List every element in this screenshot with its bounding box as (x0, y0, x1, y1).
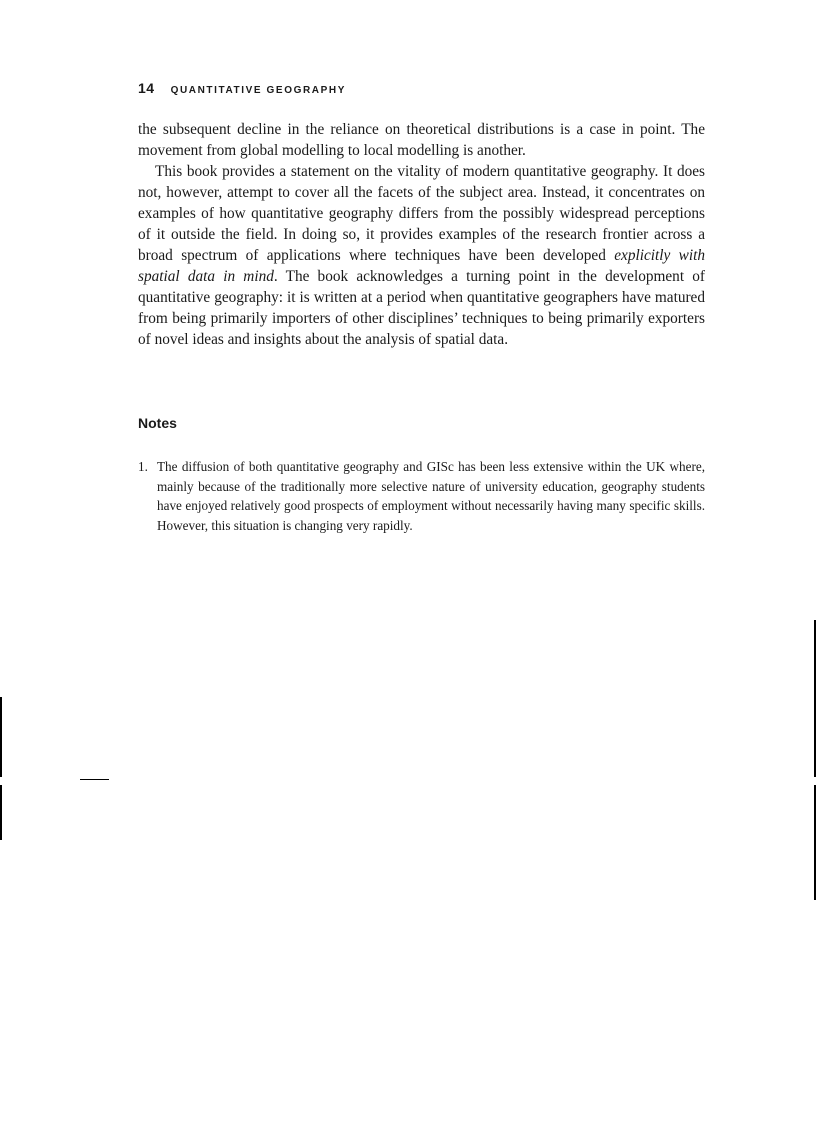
page-number: 14 (138, 80, 155, 96)
paragraph-1: the subsequent decline in the reliance on theoretical distributions is a case in point. The movement from global modelling to local modelling is another. (138, 121, 705, 159)
paragraph-2-text-end: . The book acknowledges a turning point in the development of quantitative geography: it is written at a period when quantitative geographers have matured from being primarily importers of other disciplines’ techniques to being primarily exporters of novel ideas and insights about the analysis of spatial data. (138, 268, 705, 348)
note-text: The diffusion of both quantitative geography and GISc has been less extensive within the UK where, mainly because of the traditionally more selective nature of university education, geography students have enjoyed relatively good prospects of employment without necessarily having many specific skills. However, this situation is changing very rapidly. (157, 459, 705, 533)
note-number: 1. (138, 459, 148, 474)
paragraph-2-text-start: This book provides a statement on the vitality of modern quantitative geography. It does not, however, attempt to cover all the facets of the subject area. Instead, it concentrates on examples of how quantitative geography differs from the possibly widespread perceptions of it outside the field. In doing so, it provides examples of the research frontier across a broad spectrum of applications where techniques have been developed (138, 163, 705, 264)
crop-mark-left-horizontal (80, 779, 109, 780)
crop-mark-left-upper (0, 697, 2, 777)
crop-mark-left-lower (0, 785, 2, 840)
running-header (138, 80, 346, 96)
body-text (138, 119, 705, 350)
note-item (138, 457, 705, 535)
notes-list (138, 457, 705, 535)
paragraph-2 (138, 161, 705, 350)
paragraph-2-emphasis: explicitly with spatial data in mind (138, 247, 706, 285)
running-title: QUANTITATIVE GEOGRAPHY (170, 85, 346, 96)
notes-heading: Notes (138, 415, 177, 431)
